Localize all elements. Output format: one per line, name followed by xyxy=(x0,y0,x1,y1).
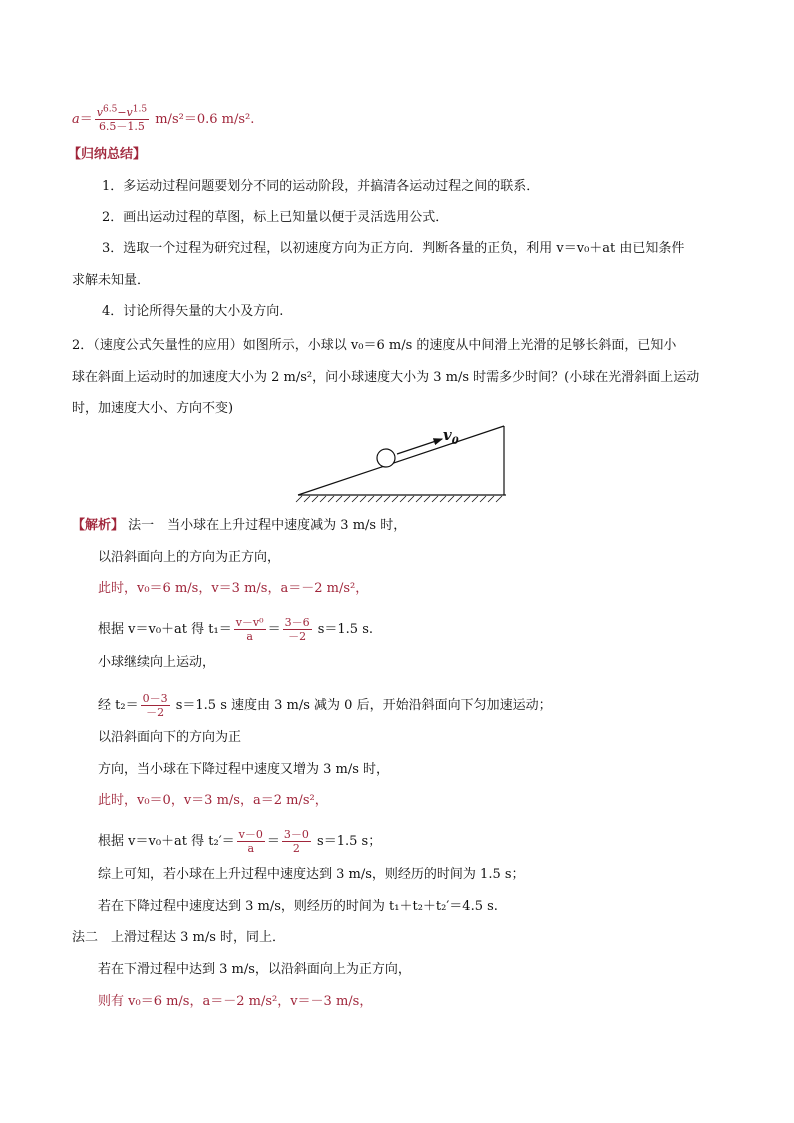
summary-item: 1．多运动过程问题要划分不同的运动阶段，并搞清各运动过程之间的联系． xyxy=(102,179,540,194)
solution-line: 方向，当小球在下降过程中速度又增为 3 m/s 时， xyxy=(98,762,390,777)
summary-item: 4．讨论所得矢量的大小及方向. xyxy=(102,304,284,319)
solution-line: 则有 v₀＝6 m/s，a＝－2 m/s²，v＝－3 m/s， xyxy=(98,994,373,1009)
solution-intro: 【解析】 法一 当小球在上升过程中速度减为 3 m/s 时， xyxy=(72,518,407,533)
summary-item: 2．画出运动过程的草图，标上已知量以便于灵活选用公式． xyxy=(102,210,449,225)
eq-lhs: a xyxy=(72,112,80,127)
summary-item: 求解未知量． xyxy=(72,273,151,288)
velocity-arrow xyxy=(397,439,442,454)
solution-line: 若在下降过程中速度达到 3 m/s，则经历的时间为 t₁＋t₂＋t₂′＝4.5 s. xyxy=(98,899,498,914)
incline-figure xyxy=(292,420,522,510)
solution-line: 此时，v₀＝0，v＝3 m/s，a＝2 m/s²， xyxy=(98,793,328,808)
summary-heading: 【归纳总结】 xyxy=(68,147,147,162)
solution-line: 若在下滑过程中达到 3 m/s，以沿斜面向上为正方向， xyxy=(98,962,411,977)
ground-hatching xyxy=(296,496,502,502)
question-line: 球在斜面上运动时的加速度大小为 2 m/s²，问小球速度大小为 3 m/s 时需多少时间？(小球在光滑斜面上运动 xyxy=(72,370,700,385)
formula-t2: 经 t₂＝ $\frac{0-3}{-2}$ s＝1.5 s 速度由 3 m/s 减为 0 后，开始沿斜面向下匀加速运动； xyxy=(98,692,552,719)
incline-surface xyxy=(298,426,506,495)
solution-line: 以沿斜面向上的方向为正方向， xyxy=(98,550,281,565)
solution-line: 综上可知，若小球在上升过程中速度达到 3 m/s，则经历的时间为 1.5 s； xyxy=(98,867,525,882)
ball xyxy=(377,449,395,467)
velocity-label: $v_0$ xyxy=(443,426,459,447)
question-line: 2．（速度公式矢量性的应用）如图所示，小球以 v₀＝6 m/s 的速度从中间滑上光滑的足够长斜面，已知小 xyxy=(72,338,677,353)
formula-t2-prime: 根据 v＝v₀＋at 得 t₂′＝ $\frac{v-0}{a}$ ＝ $\frac{3-0}{2}$ s＝1.5 s； xyxy=(98,828,382,855)
question-line: 时，加速度大小、方向不变) xyxy=(72,401,234,416)
formula-t1: 根据 v＝v₀＋at 得 t₁＝ $\frac{\text{v－v⁰}}{a}$ ＝ $\frac{3-6}{-2}$ s＝1.5 s. xyxy=(98,616,374,643)
top-equation: a＝ $\frac{v^{6.5}-v^{1.5}}{6.5-1.5}$ m/s²＝0.6 m/s². xyxy=(72,104,255,133)
eq-fraction: $\frac{v^{6.5}-v^{1.5}}{6.5-1.5}$ xyxy=(96,104,148,133)
solution-line: 以沿斜面向下的方向为正 xyxy=(98,730,242,745)
eq-result: m/s²＝0.6 m/s². xyxy=(155,112,255,127)
solution-line: 此时，v₀＝6 m/s，v＝3 m/s，a＝－2 m/s²， xyxy=(98,581,369,596)
solution-line: 法二 上滑过程达 3 m/s 时，同上． xyxy=(72,930,286,945)
summary-item: 3．选取一个过程为研究过程，以初速度方向为正方向．判断各量的正负，利用 v＝v₀＋at 由已知条件 xyxy=(102,241,685,256)
solution-line: 小球继续向上运动， xyxy=(98,655,216,670)
solution-tag: 【解析】 xyxy=(72,518,125,533)
